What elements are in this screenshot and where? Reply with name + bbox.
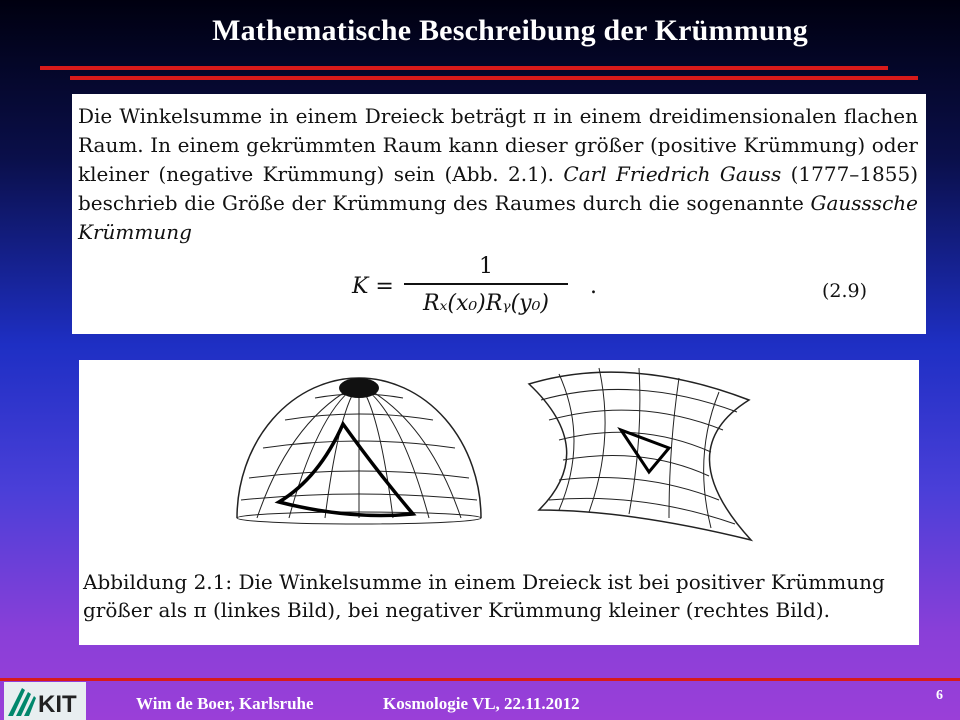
formula-lhs: K = xyxy=(352,274,394,299)
logo-lettering: KIT xyxy=(38,691,77,718)
formula-numerator: 1 xyxy=(479,254,493,279)
paragraph-text-a: Die Winkelsumme in einem Dreieck beträgt π in einem dreidimensionalen flachen Raum. In einem gekrümmten Raum kann dieser größer (positive Krümmung) oder kleiner (negative Krümmung) sein (Abb. 2.1). xyxy=(78,104,918,186)
formula-denominator: Rₓ(x₀)Rᵧ(y₀) xyxy=(422,291,550,316)
kit-logo xyxy=(4,682,86,720)
positive-curvature-dome-image xyxy=(229,368,489,528)
footer-rule xyxy=(0,678,960,681)
figure-box xyxy=(79,360,919,645)
fraction-bar xyxy=(404,283,568,285)
page-number: 6 xyxy=(936,688,943,703)
title-rule-upper xyxy=(40,66,888,70)
figure-caption: Abbildung 2.1: Die Winkelsumme in einem Dreieck ist bei positiver Krümmung größer als π (linkes Bild), bei negativer Krümmung kleiner (rechtes Bild). xyxy=(83,570,885,622)
formula-fraction xyxy=(404,254,568,316)
dome-pole xyxy=(339,378,379,398)
text-excerpt-box xyxy=(72,94,926,334)
excerpt-paragraph xyxy=(78,102,918,247)
slide-title: Mathematische Beschreibung der Krümmung xyxy=(212,14,808,47)
person-name: Carl Friedrich Gauss xyxy=(563,162,782,186)
footer-author: Wim de Boer, Karlsruhe xyxy=(136,694,314,713)
title-rule-lower xyxy=(70,76,918,80)
gauss-curvature-formula xyxy=(352,254,912,324)
spherical-triangle xyxy=(279,424,413,516)
formula-period: . xyxy=(590,274,597,299)
footer-course: Kosmologie VL, 22.11.2012 xyxy=(383,694,580,713)
equation-number: (2.9) xyxy=(822,280,868,302)
paragraph-text-b: (1777–1855) beschrieb die Größe der Krümmung des Raumes durch die sogenannte xyxy=(78,162,919,215)
curvature-term: Gausssche Krümmung xyxy=(78,191,918,244)
negative-curvature-saddle-image xyxy=(519,360,779,550)
